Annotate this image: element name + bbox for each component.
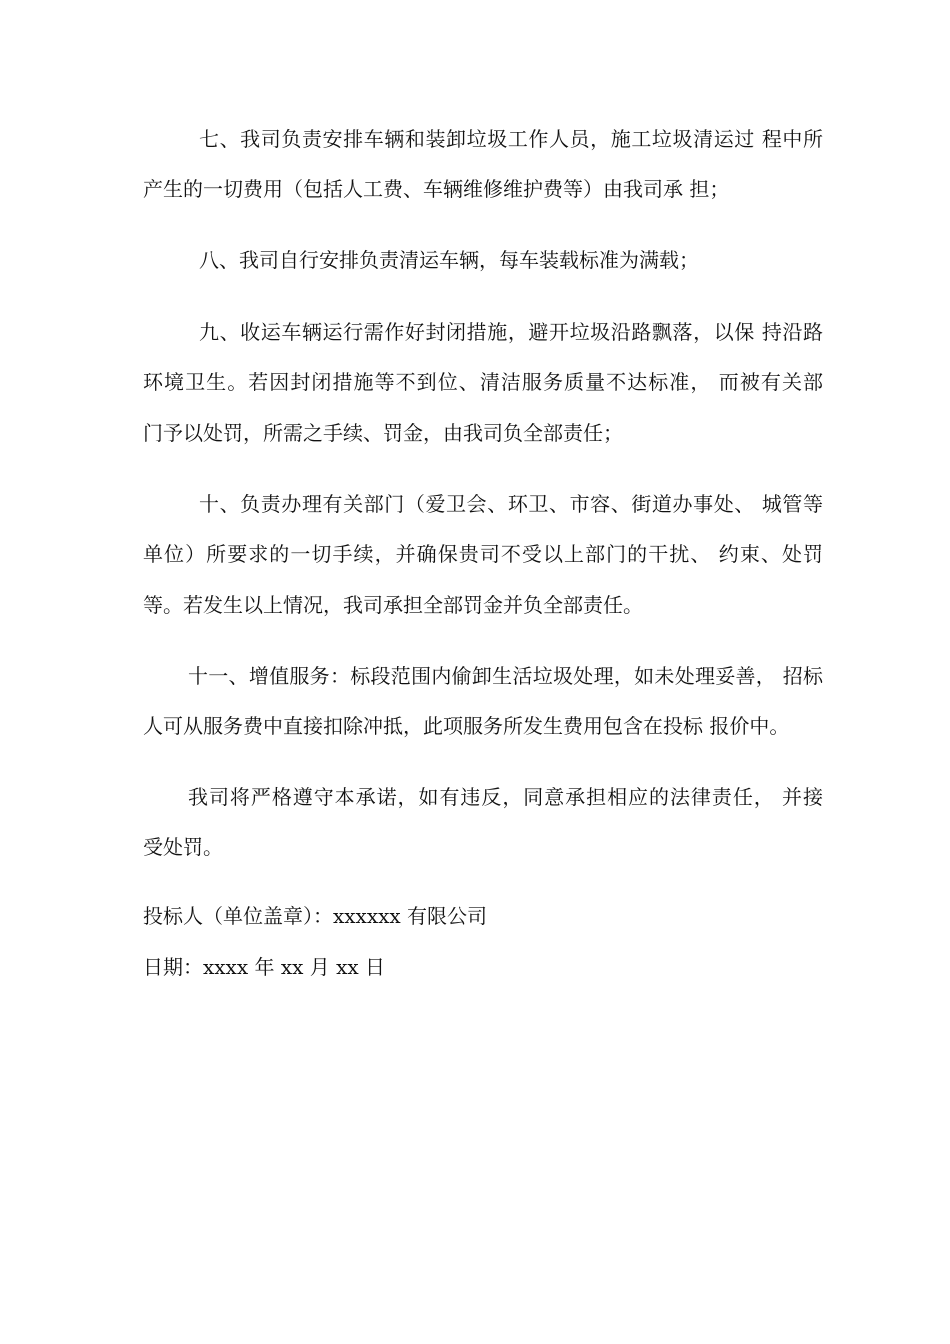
signature-date: 日期：xxxx 年 xx 月 xx 日: [143, 955, 386, 979]
paragraph-10-line-3: 等。若发生以上情况，我司承担全部罚金并负全部责任。: [143, 593, 643, 617]
paragraph-8-line-1: 八、我司自行安排负责清运车辆，每车装载标准为满载；: [199, 248, 699, 272]
paragraph-11-line-1: 十一、增值服务：标段范围内偷卸生活垃圾处理，如未处理妥善， 招标: [188, 664, 823, 688]
paragraph-9-line-3: 门予以处罚，所需之手续、罚金，由我司负全部责任；: [143, 421, 623, 445]
paragraph-9-line-1: 九、收运车辆运行需作好封闭措施，避开垃圾沿路飘落，以保 持沿路: [199, 320, 823, 344]
closing-line-2: 受处罚。: [143, 835, 223, 859]
paragraph-7-line-1: 七、我司负责安排车辆和装卸垃圾工作人员，施工垃圾清运过 程中所: [199, 127, 823, 151]
paragraph-10-line-1: 十、负责办理有关部门（爱卫会、环卫、市容、街道办事处、 城管等: [199, 492, 823, 516]
paragraph-10-line-2: 单位）所要求的一切手续，并确保贵司不受以上部门的干扰、 约束、处罚: [143, 542, 823, 566]
bidder-signature: 投标人（单位盖章）：xxxxxx 有限公司: [143, 904, 488, 928]
paragraph-7-line-2: 产生的一切费用（包括人工费、车辆维修维护费等）由我司承 担；: [143, 177, 730, 201]
paragraph-11-line-2: 人可从服务费中直接扣除冲抵，此项服务所发生费用包含在投标 报价中。: [143, 714, 790, 738]
paragraph-9-line-2: 环境卫生。若因封闭措施等不到位、清洁服务质量不达标准， 而被有关部: [143, 370, 823, 394]
closing-line-1: 我司将严格遵守本承诺，如有违反，同意承担相应的法律责任， 并接: [188, 785, 823, 809]
